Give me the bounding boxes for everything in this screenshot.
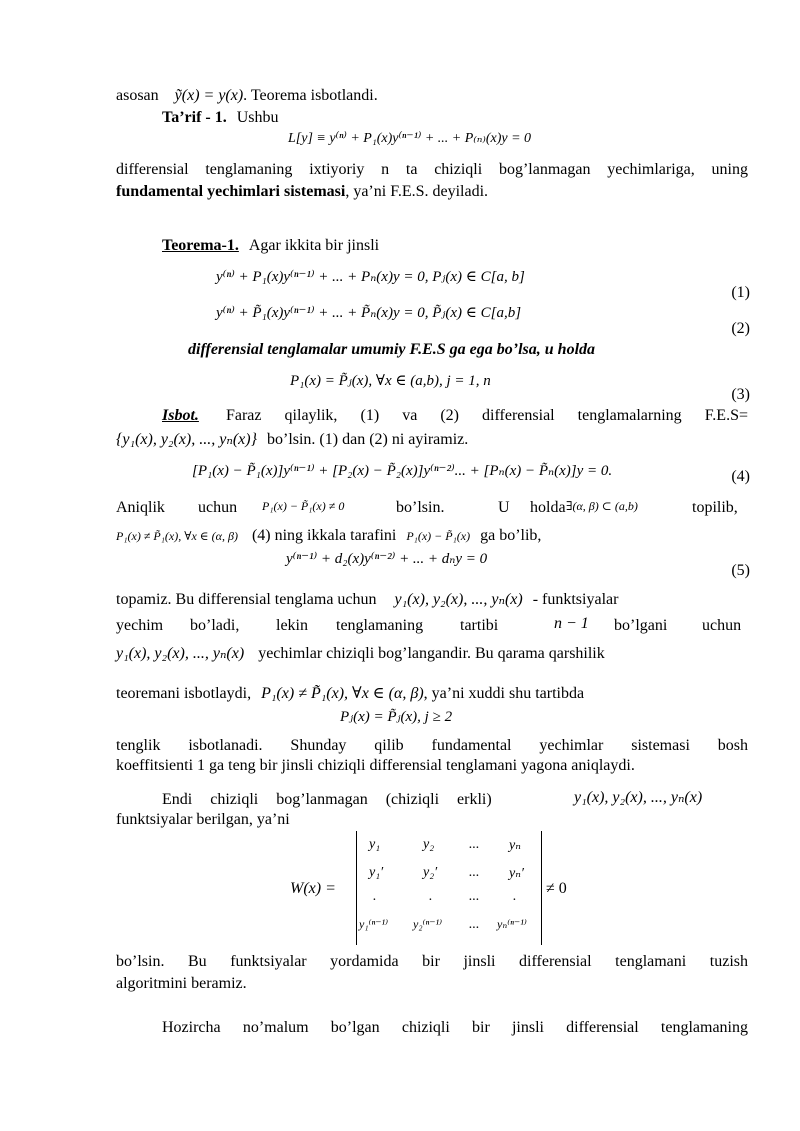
text-line (116, 526, 748, 546)
math-expression: P₁(x) − P̃₁(x) (406, 529, 471, 543)
proof-line (162, 406, 748, 426)
matrix-cell: yₙ′ (509, 866, 524, 881)
math-expression: y₁(x), y₂(x), ..., yₙ(x) (574, 789, 703, 806)
theorem-label: Teorema-1. (162, 237, 239, 254)
text: , ya’ni F.E.S. deyiladi. (345, 183, 489, 200)
text-line: tenglik isbotlanadi. Shunday qilib fundamental yechimlar sistemasi bosh (116, 737, 748, 754)
math-expression: P₁(x) ≠ P̃₁(x), ∀x ∈ (α, β) (261, 685, 424, 702)
text-line: koeffitsienti 1 ga teng bir jinsli chiziqli differensial tenglamani yagona aniqlaydi. (116, 757, 635, 774)
text: Aniqlik (116, 499, 165, 516)
text: ga bo’lib, (480, 527, 542, 544)
math-expression: n − 1 (554, 615, 589, 632)
equation-5: y⁽ⁿ⁻¹⁾ + d₂(x)y⁽ⁿ⁻²⁾ + ... + dₙy = 0 (286, 551, 488, 567)
text-line: funktsiyalar berilgan, ya’ni (116, 811, 290, 828)
math-expression: y₁(x), y₂(x), ..., yₙ(x) (116, 645, 245, 662)
text: , ya’ni xuddi shu tartibda (423, 685, 585, 702)
math-expression: ỹ(x) = y(x) (174, 87, 244, 104)
math-expression: y₁(x), y₂(x), ..., yₙ(x) (394, 591, 523, 608)
text: . Teorema isbotlandi. (243, 87, 378, 104)
matrix-cell: ... (469, 917, 480, 932)
equation-4: [P₁(x) − P̃₁(x)]y⁽ⁿ⁻¹⁾ + [P₂(x) − P̃₂(x)]y⁽ⁿ⁻²⁾... + [Pₙ(x) − P̃ₙ(x)]y = 0. (192, 463, 613, 479)
text: bo’lgani (614, 617, 668, 634)
text: (4) ning ikkala tarafini (251, 527, 397, 544)
matrix-cell: y₁ (369, 837, 381, 852)
matrix-cell: yₙ⁽ⁿ⁻¹⁾ (497, 917, 527, 931)
equation-2: y⁽ⁿ⁾ + P̃₁(x)y⁽ⁿ⁻¹⁾ + ... + P̃ₙ(x)y = 0, P̃ⱼ(x) ∈ C[a,b] (216, 305, 522, 321)
equation-1: y⁽ⁿ⁾ + P₁(x)y⁽ⁿ⁻¹⁾ + ... + Pₙ(x)y = 0, Pⱼ(x) ∈ C[a, b] (216, 269, 525, 285)
matrix-cell: ... (469, 889, 480, 904)
matrix-cell: . (429, 889, 433, 904)
matrix-cell: . (373, 889, 377, 904)
matrix-cell: y₁′ (369, 865, 384, 880)
text: tartibi (460, 617, 499, 634)
text: lekin (276, 617, 308, 634)
math-expression: ∃(α, β) ⊂ (a,b) (566, 499, 638, 513)
equation-6: Pⱼ(x) = P̃ⱼ(x), j ≥ 2 (340, 709, 453, 725)
not-equal-zero: ≠ 0 (546, 880, 567, 897)
text-line (116, 430, 748, 450)
text: bo’lsin. (396, 499, 445, 516)
text: Agar ikkita bir jinsli (248, 237, 380, 254)
wronskian-label: W(x) = (290, 880, 336, 897)
matrix-cell: y₂⁽ⁿ⁻¹⁾ (413, 917, 443, 931)
math-expression: P₁(x) ≠ P̃₁(x), ∀x ∈ (α, β) (116, 529, 238, 543)
text-line: bo’lsin. Bu funktsiyalar yordamida bir jinsli differensial tenglamani tuzish (116, 953, 748, 970)
text: - funktsiyalar (532, 591, 619, 608)
equation-number: (3) (731, 386, 750, 403)
text: Faraz qilaylik, (1) va (2) differensial tenglamalarning F.E.S= (225, 407, 749, 424)
text: uchun (702, 617, 742, 634)
text: topilib, (692, 499, 738, 516)
bold-term: fundamental yechimlari sistemasi (116, 183, 346, 200)
text: topamiz. Bu differensial tenglama uchun (116, 591, 377, 608)
text-line: Endi chiziqli bog’lanmagan (chiziqli erkli) (162, 791, 492, 808)
equation-number: (1) (731, 284, 750, 301)
text: teoremani isbotlaydi, (116, 685, 252, 702)
text-line: Hozircha no’malum bo’lgan chiziqli bir jinsli differensial tenglamaning (162, 1019, 748, 1036)
wronskian-determinant (356, 831, 542, 945)
matrix-cell: . (513, 889, 517, 904)
text: tenglamaning (336, 617, 424, 634)
equation-number: (5) (731, 562, 750, 579)
text: yechim (116, 617, 164, 634)
proof-label: Isbot. (162, 407, 199, 424)
text-line (116, 644, 748, 664)
matrix-cell: y₂′ (423, 865, 438, 880)
text: U (498, 499, 510, 516)
text-line: algoritmini beramiz. (116, 975, 247, 992)
text: asosan (116, 87, 159, 104)
matrix-cell: y₁⁽ⁿ⁻¹⁾ (359, 917, 389, 931)
matrix-cell: yₙ (509, 838, 521, 853)
text-line (116, 86, 748, 106)
matrix-cell: y₂ (423, 837, 435, 852)
theorem-line (162, 236, 794, 256)
text-line (116, 182, 748, 202)
text-line (116, 684, 748, 704)
matrix-cell: ... (469, 837, 480, 852)
definition-label: Ta’rif - 1. (162, 109, 227, 126)
equation-3: P₁(x) = P̃ⱼ(x), ∀x ∈ (a,b), j = 1, n (290, 373, 491, 389)
claim-line: differensial tenglamalar umumiy F.E.S ga ega bo’lsa, u holda (188, 341, 596, 358)
definition-line (162, 108, 794, 128)
matrix-cell: ... (469, 865, 480, 880)
text: Ushbu (236, 109, 279, 126)
math-expression: P₁(x) − P̃₁(x) ≠ 0 (262, 499, 345, 513)
text: yechimlar chiziqli bog’langandir. Bu qarama qarshilik (258, 645, 605, 662)
text-line: differensial tenglamaning ixtiyoriy n ta chiziqli bog’lanmagan yechimlariga, uning (116, 161, 748, 178)
text: bo’ladi, (190, 617, 240, 634)
math-expression: {y₁(x), y₂(x), ..., yₙ(x)} (116, 431, 257, 448)
text: bo’lsin. (1) dan (2) ni ayiramiz. (266, 431, 469, 448)
equation-number: (2) (731, 320, 750, 337)
equation-L: L[y] ≡ y⁽ⁿ⁾ + P₁(x)y⁽ⁿ⁻¹⁾ + ... + P₍ₙ₎(x)y = 0 (288, 131, 532, 146)
equation-number: (4) (731, 468, 750, 485)
text: uchun (198, 499, 238, 516)
text: holda (530, 499, 566, 516)
text-line (116, 590, 748, 610)
